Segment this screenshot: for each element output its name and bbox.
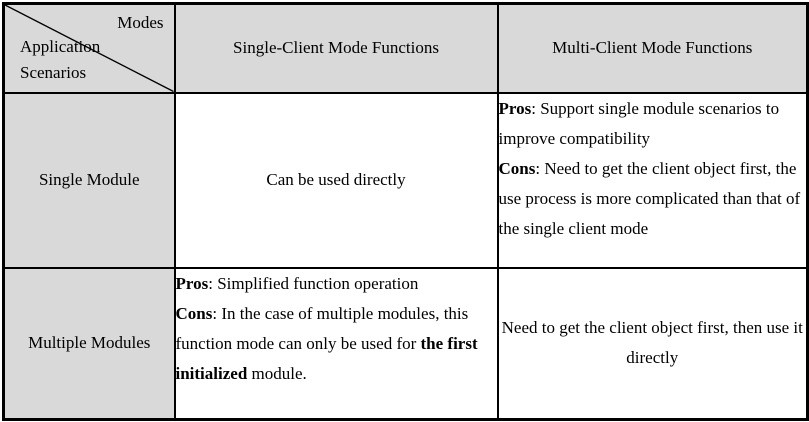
corner-cell	[4, 4, 175, 93]
scenario-label-multiple-modules: Multiple Modules	[4, 268, 175, 420]
header-row	[4, 4, 808, 93]
mode-comparison-table	[2, 2, 809, 421]
corner-label-modes: Modes	[117, 13, 164, 32]
scenario-label-single-module: Single Module	[4, 93, 175, 268]
cell-multiple-modules-single-client: Pros: Simplified function operation Cons: In the case of multiple modules, this function mode can only be used for the first initialized module.	[175, 268, 498, 420]
row-multiple-modules	[4, 268, 808, 420]
column-header-multi-client: Multi-Client Mode Functions	[498, 4, 808, 93]
cell-multiple-modules-multi-client: Need to get the client object first, then use it directly	[498, 268, 808, 420]
corner-label-application-scenarios: Application Scenarios	[20, 36, 101, 82]
column-header-single-client: Single-Client Mode Functions	[175, 4, 498, 93]
cell-single-module-single-client: Can be used directly	[175, 93, 498, 268]
row-single-module	[4, 93, 808, 268]
cell-single-module-multi-client: Pros: Support single module scenarios to improve compatibility Cons: Need to get the client object first, the use process is more complicated than that of the single client mode	[498, 93, 808, 268]
